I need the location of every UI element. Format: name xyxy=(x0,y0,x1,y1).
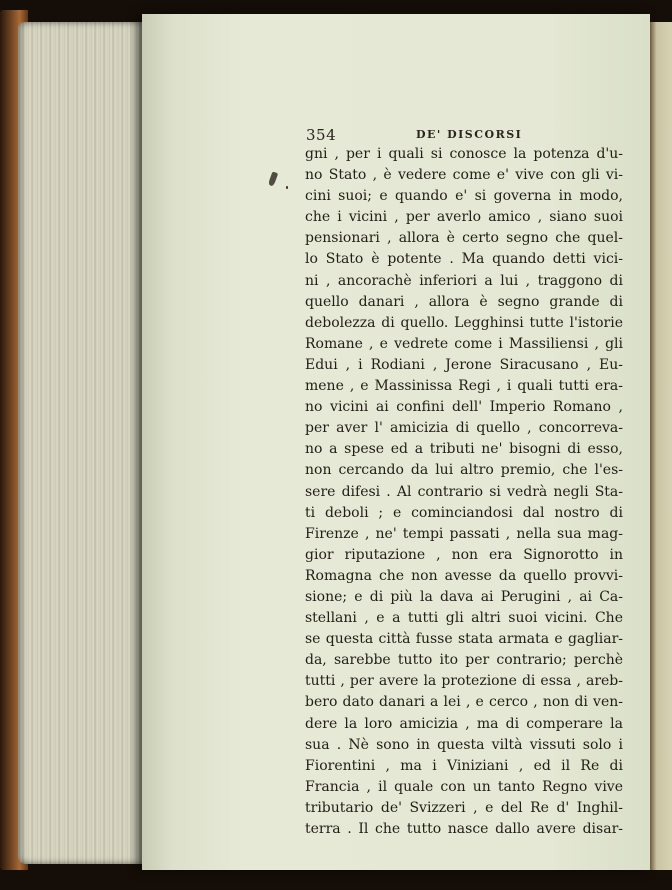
text-line: Romane , e vedrete come i Massiliensi , gli xyxy=(305,335,623,352)
text-line: che i vicini , per averlo amico , siano suoi xyxy=(305,209,623,226)
text-line: ni , ancorachè inferiori a lui , traggono di xyxy=(305,272,623,289)
text-line: Firenze , ne' tempi passati , nella sua mag- xyxy=(305,525,623,542)
text-line: gni , per i quali si conosce la potenza d'u- xyxy=(305,146,623,162)
text-line: gior riputazione , non era Signorotto in xyxy=(305,546,623,563)
ink-speck xyxy=(286,186,288,189)
text-line: tutti , per avere la protezione di essa , areb- xyxy=(305,673,623,690)
text-line: tributario de' Svizzeri , e del Re d' Inghil- xyxy=(305,799,623,816)
text-line: Edui , i Rodiani , Jerone Siracusano , Eu- xyxy=(305,356,623,373)
page-edges xyxy=(18,22,146,864)
running-head: DE' DISCORSI xyxy=(416,128,523,141)
text-line: pensionari , allora è certo segno che quel- xyxy=(305,230,623,247)
facing-page-edge xyxy=(650,22,672,870)
text-line: se questa città fusse stata armata e gagliar- xyxy=(305,631,623,648)
text-line: non cercando da lui altro premio, che l'es- xyxy=(305,462,623,479)
page-header xyxy=(306,126,624,144)
text-line: no Stato , è vedere come e' vive con gli vi- xyxy=(305,167,623,184)
text-line: ti deboli ; e cominciandosi dal nostro di xyxy=(305,504,623,521)
text-line: terra . Il che tutto nasce dallo avere disar- xyxy=(305,821,623,837)
text-line: Fiorentini , ma i Viniziani , ed il Re di xyxy=(305,757,623,774)
page-number: 354 xyxy=(306,126,337,144)
text-line: no vicini ai confini dell' Imperio Romano , xyxy=(305,399,623,416)
text-line: no a spese ed a tributi ne' bisogni di esso, xyxy=(305,441,623,458)
text-line: mene , e Massinissa Regi , i quali tutti era- xyxy=(305,378,623,395)
text-line: cini suoi; e quando e' si governa in modo, xyxy=(305,188,623,205)
text-line: lo Stato è potente . Ma quando detti vici- xyxy=(305,251,623,268)
text-line: stellani , e a tutti gli altri suoi vicini. Che xyxy=(305,610,623,627)
text-line: debolezza di quello. Legghinsi tutte l'istorie xyxy=(305,314,623,331)
text-line: Francia , il quale con un tanto Regno vive xyxy=(305,778,623,795)
text-line: sua . Nè sono in questa viltà vissuti solo i xyxy=(305,736,623,753)
text-line: dere la loro amicizia , ma di comperare la xyxy=(305,715,623,732)
text-line: bero dato danari a lei , e cerco , non di ven- xyxy=(305,694,623,711)
text-line: per aver l' amicizia di quello , concorreva- xyxy=(305,420,623,437)
text-line: Romagna che non avesse da quello provvi- xyxy=(305,567,623,584)
text-line: quello danari , allora è segno grande di xyxy=(305,293,623,310)
text-line: da, sarebbe tutto ito per contrario; perchè xyxy=(305,652,623,669)
body-text xyxy=(305,144,623,840)
text-line: sere difesi . Al contrario si vedrà negli Sta- xyxy=(305,483,623,500)
text-line: sione; e di più la dava ai Perugini , ai Ca- xyxy=(305,588,623,605)
